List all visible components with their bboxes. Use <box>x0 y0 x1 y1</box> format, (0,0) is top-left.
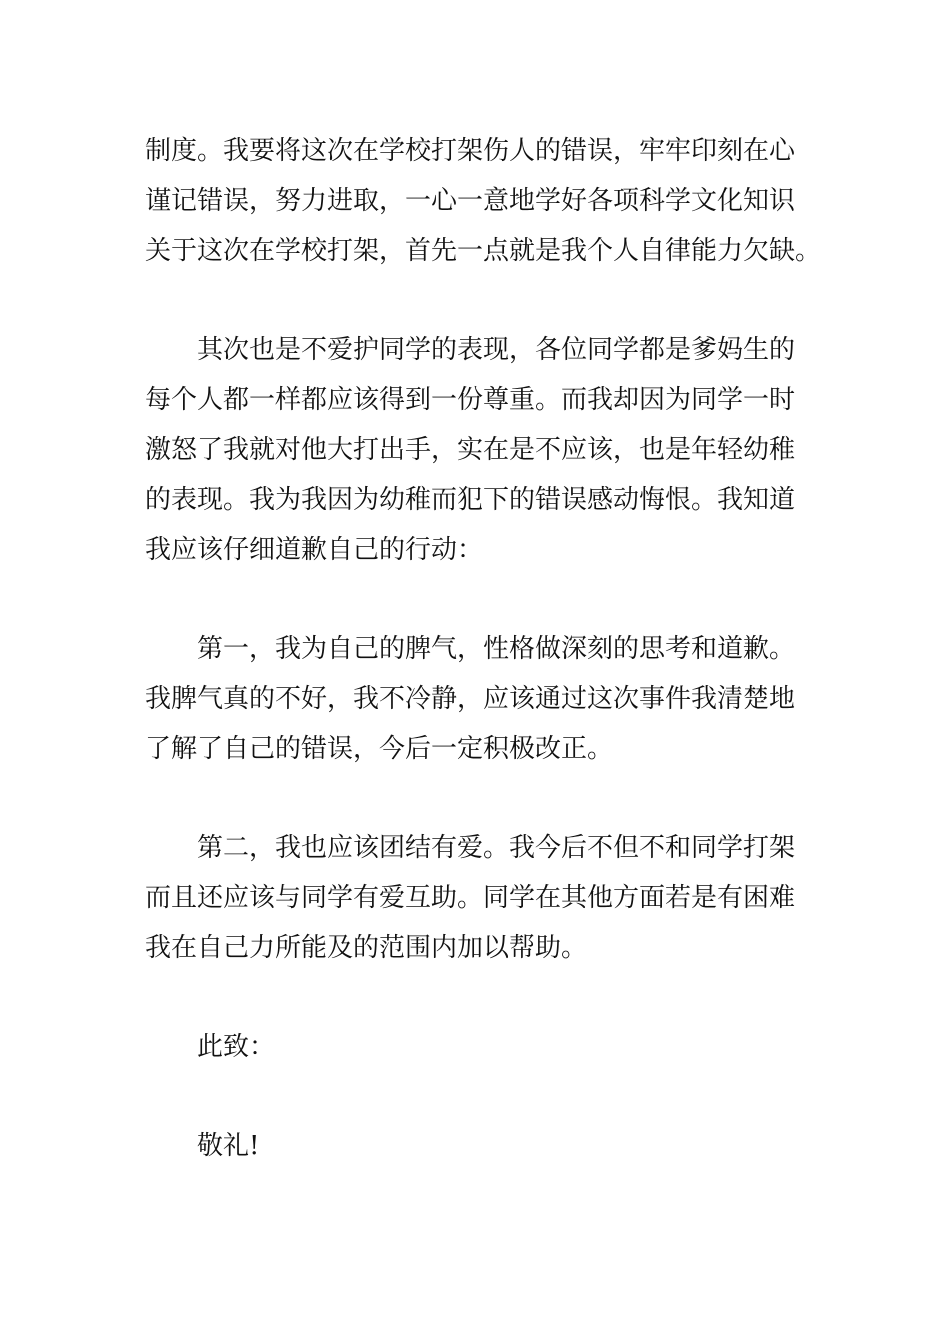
paragraph-line: 的表现。我为我因为幼稚而犯下的错误感动悔恨。我知道 <box>145 485 796 515</box>
paragraph-line: 而且还应该与同学有爱互助。同学在其他方面若是有困难 <box>145 883 796 913</box>
paragraph-line: 制度。我要将这次在学校打架伤人的错误，牢牢印刻在心 <box>145 136 796 166</box>
paragraph-line: 谨记错误，努力进取，一心一意地学好各项科学文化知识 <box>145 186 796 216</box>
paragraph-line: 每个人都一样都应该得到一份尊重。而我却因为同学一时 <box>145 385 796 415</box>
paragraph-line: 第一，我为自己的脾气，性格做深刻的思考和道歉。 <box>197 634 796 664</box>
closing-salutation: 此致： <box>197 1032 276 1062</box>
paragraph-line: 我脾气真的不好，我不冷静，应该通过这次事件我清楚地 <box>145 684 796 714</box>
paragraph-line: 激怒了我就对他大打出手，实在是不应该，也是年轻幼稚 <box>145 435 796 465</box>
paragraph-line: 其次也是不爱护同学的表现，各位同学都是爹妈生的 <box>197 335 796 365</box>
paragraph-line: 关于这次在学校打架，首先一点就是我个人自律能力欠缺。 <box>145 236 822 266</box>
paragraph-line: 了解了自己的错误，今后一定积极改正。 <box>145 734 614 764</box>
paragraph-line: 我在自己力所能及的范围内加以帮助。 <box>145 933 588 963</box>
closing-regards: 敬礼! <box>197 1131 260 1161</box>
paragraph-line: 我应该仔细道歉自己的行动： <box>145 535 484 565</box>
paragraph-line: 第二，我也应该团结有爱。我今后不但不和同学打架 <box>197 833 796 863</box>
